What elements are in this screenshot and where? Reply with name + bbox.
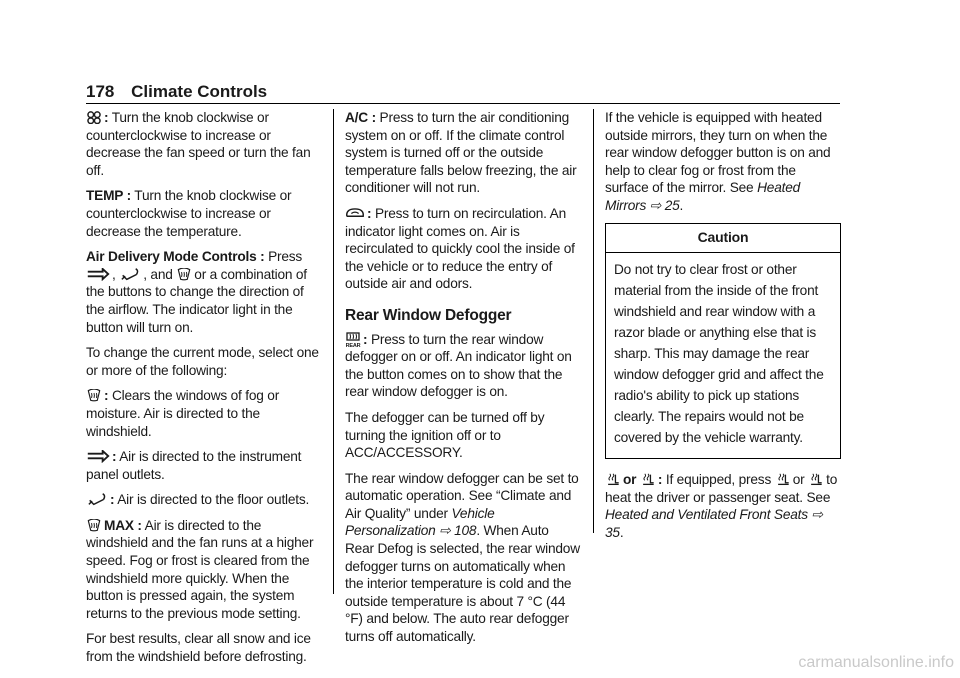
heated-mirrors-paragraph: If the vehicle is equipped with heated outside mirrors, they turn on when the rear window defogger button is on and help to clear fog or frost from the surface of the mirror. See Heated Mirrors ⇨ 25.	[605, 110, 831, 213]
fan-paragraph: : Turn the knob clockwise or counterclockwise to increase or decrease the fan speed or turn the fan off.	[86, 110, 311, 178]
section-title: Climate Controls	[131, 82, 268, 101]
floor-icon	[119, 268, 141, 281]
rear-defogger-icon	[345, 332, 361, 348]
auto-defog-paragraph: The rear window defogger can be set to automatic operation. See “Climate and Air Quality” under Vehicle Personalization ⇨ 108. When Auto Rear Defog is selected, the rear window defogger turns on automatically when the interior temperature is cold and the outside temperature is about 7 °C (44 °F) and below. The auto rear defogger turns off automatically.	[345, 470, 580, 645]
floor-icon	[86, 493, 108, 506]
heated-mirrors-link[interactable]: Heated Mirrors ⇨ 25	[605, 180, 801, 213]
defrost-paragraph: : Clears the windows of fog or moisture. Air is directed to the windshield.	[86, 388, 280, 439]
floor-paragraph: : Air is directed to the floor outlets.	[86, 491, 322, 509]
column-2	[345, 109, 581, 654]
rear-window-defogger-heading: Rear Window Defogger	[345, 306, 512, 324]
defrost-icon	[86, 519, 102, 532]
vent-paragraph: : Air is directed to the instrument panel outlets.	[86, 449, 302, 482]
column-1	[86, 109, 322, 674]
rear-defogger-paragraph: : Press to turn the rear window defogger on or off. An indicator light on the button comes on to show that the rear window defogger is on.	[345, 331, 572, 400]
header-rule	[86, 103, 840, 104]
max-defrost-paragraph: MAX : Air is directed to the windshield and the fan runs at a higher speed. Fog or frost is cleared from the windshield more quickly. When the button is pressed again, the system returns to the previous mode setting.	[86, 517, 314, 621]
page-number: 178	[86, 82, 115, 101]
recirculation-icon	[345, 207, 365, 220]
defogger-off-paragraph: The defogger can be turned off by turning the ignition off or to ACC/ACCESSORY.	[345, 409, 545, 461]
recirculation-paragraph: : Press to turn on recirculation. An indicator light comes on. Air is recirculated to quickly cool the inside of the vehicle or to reduce the entry of outside air and odors.	[345, 205, 575, 292]
change-mode-paragraph: To change the current mode, select one or more of the following:	[86, 345, 319, 378]
defrost-icon	[86, 389, 102, 402]
heated-seat-icon	[775, 473, 791, 486]
air-delivery-paragraph: Air Delivery Mode Controls : Press , , and or a combination of the buttons to change the direction of the airflow. The indicator light in the button will turn on.	[86, 249, 307, 335]
vent-icon	[86, 450, 110, 463]
heated-seats-link[interactable]: Heated and Ventilated Front Seats ⇨ 35	[605, 507, 823, 540]
heated-seat-icon	[808, 473, 824, 486]
page-header	[86, 82, 267, 102]
watermark: carmanualsonline.info	[798, 654, 954, 671]
heated-seats-paragraph: or : If equipped, press or to heat the driver or passenger seat. See Heated and Ventilated Front Seats ⇨ 35.	[605, 472, 838, 540]
column-divider	[593, 109, 594, 533]
best-results-paragraph: For best results, clear all snow and ice from the windshield before defrosting.	[86, 631, 311, 665]
caution-title: Caution	[606, 224, 840, 254]
heated-seat-icon	[640, 473, 656, 486]
column-3	[605, 109, 841, 550]
vehicle-personalization-link[interactable]: Vehicle Personalization ⇨ 108	[345, 505, 495, 539]
column-divider	[333, 109, 334, 594]
heated-seat-icon	[605, 473, 621, 486]
temp-paragraph: TEMP : Turn the knob clockwise or counterclockwise to increase or decrease the temperature.	[86, 188, 292, 239]
caution-text: Do not try to clear frost or other material from the inside of the front windshield and rear window with a razor blade or anything else that is sharp. This may damage the rear window defogger grid and affect the radio's ability to pick up stations clearly. The repairs would not be covered by the vehicle warranty.	[614, 262, 824, 446]
vent-icon	[86, 268, 110, 281]
ac-paragraph: A/C : Press to turn the air conditioning system on or off. If the climate control system is turned off or the outside temperature falls below freezing, the air conditioner will not run.	[345, 110, 577, 196]
reference-arrow-icon: ⇨	[439, 523, 451, 539]
defrost-icon	[176, 268, 192, 281]
caution-box	[605, 223, 841, 460]
reference-arrow-icon: ⇨	[649, 197, 662, 213]
reference-arrow-icon: ⇨	[811, 507, 823, 523]
fan-icon	[86, 111, 102, 124]
